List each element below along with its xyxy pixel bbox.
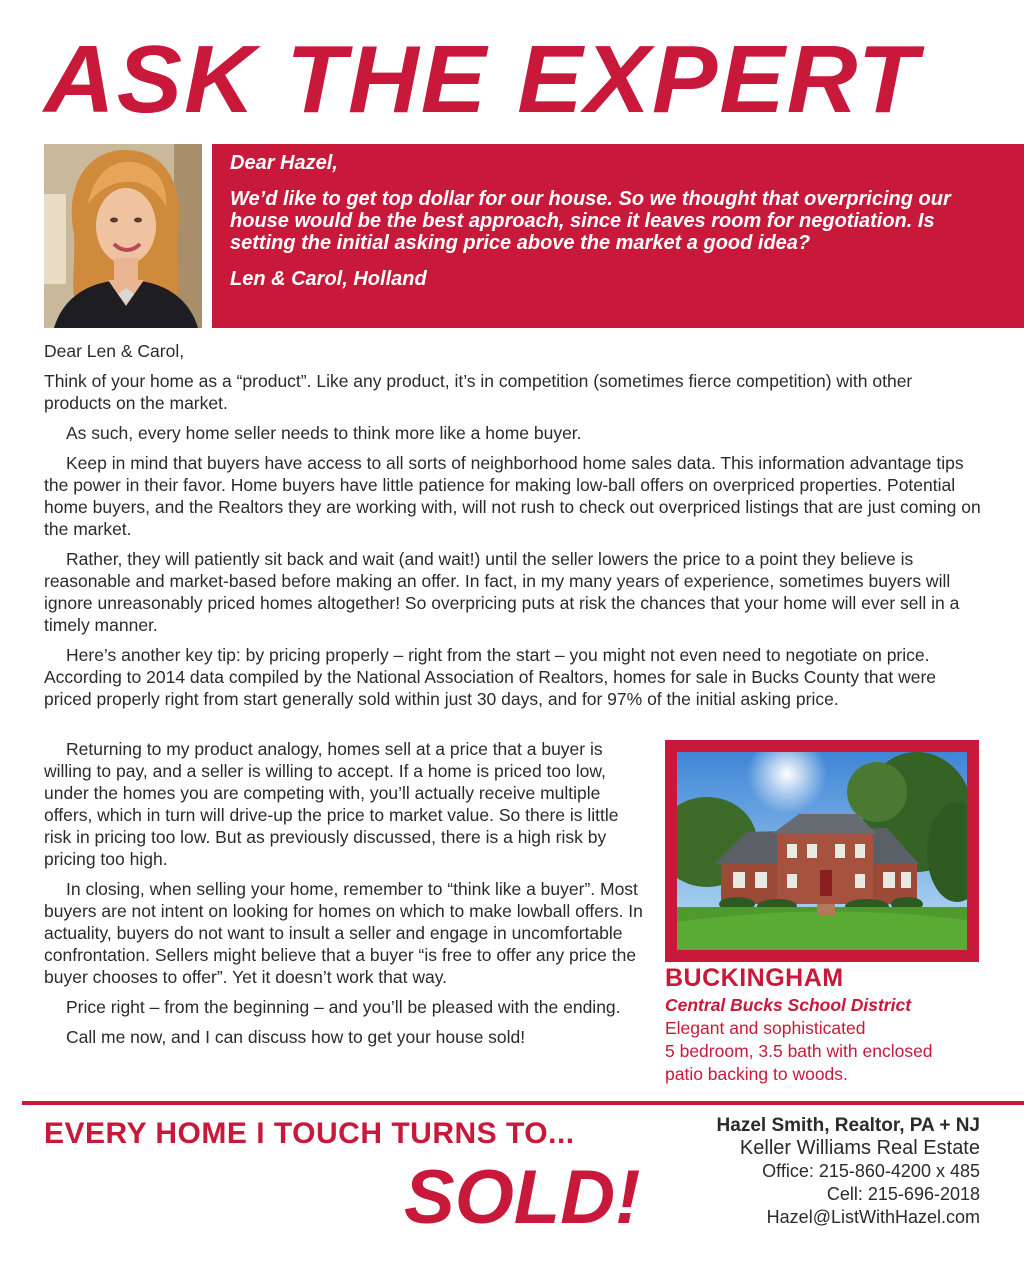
footer-divider [22,1101,1024,1105]
agent-name: Hazel Smith, Realtor, PA + NJ [716,1115,980,1136]
letter-signature: Len & Carol, Holland [230,268,427,290]
page-title: ASK THE EXPERT [44,26,920,133]
house-photo [677,752,967,950]
answer-paragraph: As such, every home seller needs to think more like a home buyer. [66,423,582,443]
agent-portrait-image [44,144,202,328]
reader-letter [212,144,1024,328]
answer-column-wide [44,340,984,718]
listing-description-line: 5 bedroom, 3.5 bath with enclosed [665,1041,933,1061]
sold-headline: SOLD! [404,1155,641,1240]
agent-office-phone: Office: 215-860-4200 x 485 [762,1161,980,1181]
footer-tagline: EVERY HOME I TOUCH TURNS TO... [44,1117,575,1150]
answer-paragraph: In closing, when selling your home, remember to “think like a buyer”. Most buyers are not intent on looking for homes on which to make lowball offers. In actuality, buyers do not want to insult a seller and engage in uncomfortable confrontation. Sellers might believe that a buyer “is free to offer any price the buyer chooses to offer”. Yet it doesn’t work that way. [44,879,643,987]
agent-contact-block [717,1114,980,1229]
answer-paragraph: Price right – from the beginning – and you’ll be pleased with the ending. [66,997,621,1017]
answer-paragraph: Here’s another key tip: by pricing properly – right from the start – you might not even need to negotiate on price. According to 2014 data compiled by the National Association of Realtors, homes for sale in Bucks County that were priced properly right from start generally sold within just 30 days, and for 97% of the initial asking price. [44,645,937,709]
listing-photo-frame [665,740,979,962]
answer-paragraph: Returning to my product analogy, homes sell at a price that a buyer is willing to pay, and a seller is willing to accept. If a home is priced too low, under the homes you are competing with, you’ll actually receive multiple offers, which in turn will drive-up the price to market value. So there is little risk in pricing too low. But as previously discussed, there is a high risk by pricing too high. [44,739,619,869]
agent-portrait [44,144,202,328]
listing-description-line: patio backing to woods. [665,1064,848,1084]
answer-greeting: Dear Len & Carol, [44,341,185,361]
agent-cell-phone: Cell: 215-696-2018 [826,1184,980,1204]
answer-paragraph: Keep in mind that buyers have access to all sorts of neighborhood home sales data. This information advantage tips the power in their favor. Home buyers have little patience for making low-ball offers on overpriced properties. Potential home buyers, and the Realtors they are working with, will not rush to check out overpriced listings that are just coming on the market. [44,453,981,539]
listing-description-line: Elegant and sophisticated [665,1018,866,1038]
answer-paragraph: Think of your home as a “product”. Like any product, it’s in competition (sometimes fierce competition) with other products on the market. [44,371,913,413]
listing-description [665,1017,995,1086]
agent-email[interactable]: Hazel@ListWithHazel.com [766,1207,980,1227]
letter-greeting: Dear Hazel, [230,152,338,174]
listing-town: BUCKINGHAM [665,964,844,992]
answer-paragraph: Call me now, and I can discuss how to get your house sold! [66,1027,526,1047]
letter-body: We’d like to get top dollar for our house. So we thought that overpricing our house would be the best approach, since it leaves room for negotiation. Is setting the initial asking price above the market a good idea? [230,188,951,254]
answer-column-narrow [44,738,650,1056]
agent-company: Keller Williams Real Estate [739,1137,980,1159]
listing-school-district: Central Bucks School District [665,995,912,1015]
answer-paragraph: Rather, they will patiently sit back and wait (and wait!) until the seller lowers the price to a point they believe is reasonable and market-based before making an offer. In fact, in my many years of experience, sometimes buyers will ignore unreasonably priced homes altogether! So overpricing puts at risk the chances that your home will ever sell in a timely manner. [44,549,960,635]
